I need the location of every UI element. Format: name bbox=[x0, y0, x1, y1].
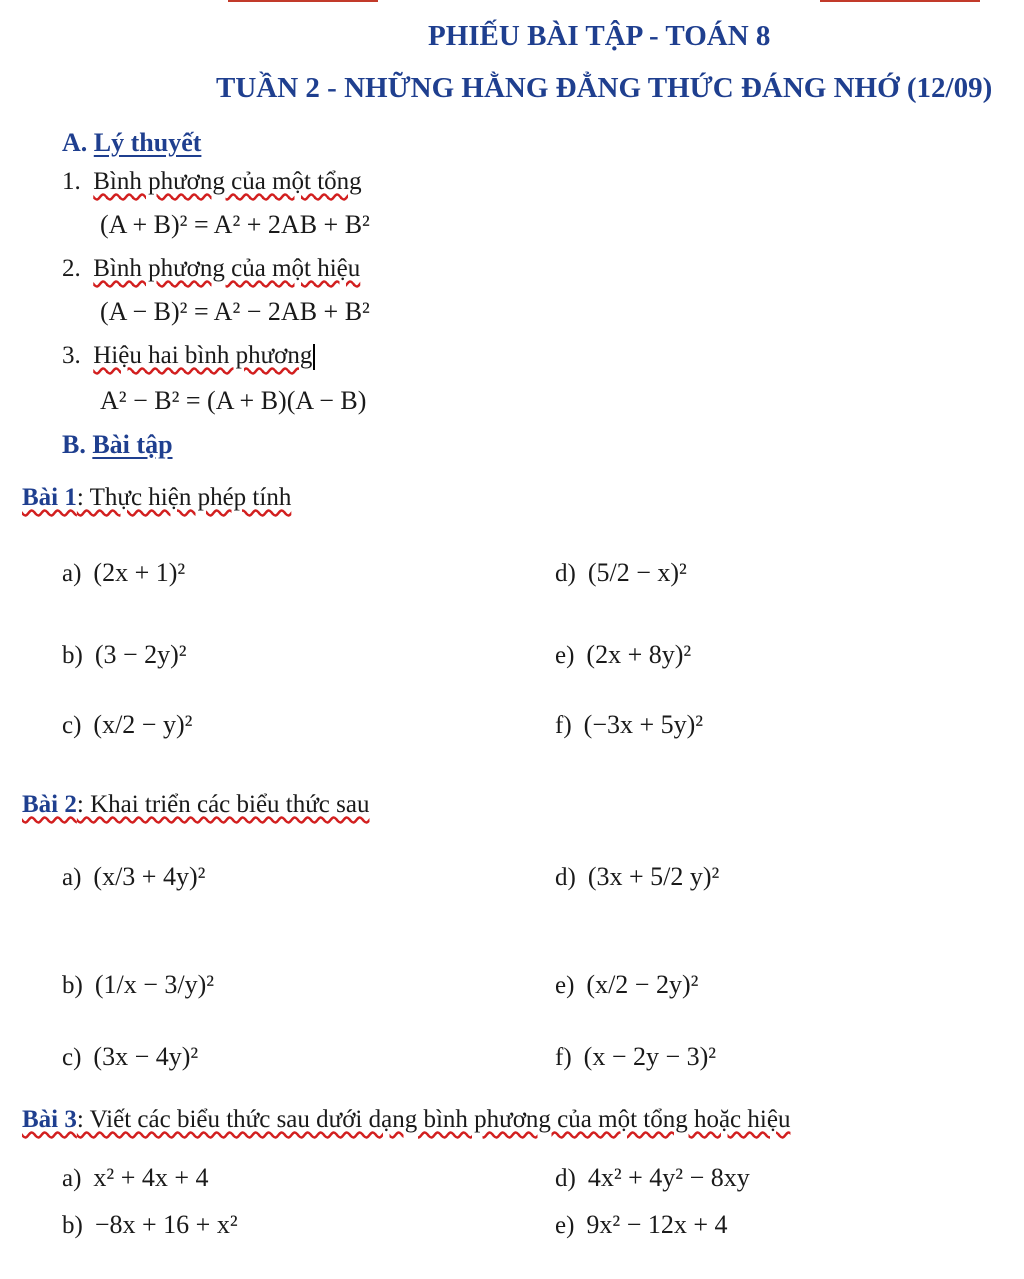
bai2-row-3 bbox=[62, 1042, 198, 1072]
bai1-row-2 bbox=[62, 640, 187, 670]
theory-item-2 bbox=[62, 255, 360, 283]
exercise-expression: 4x² + 4y² − 8xy bbox=[587, 1163, 750, 1192]
bai1-row-1 bbox=[62, 558, 185, 588]
theory-heading-text: Lý thuyết bbox=[93, 128, 202, 157]
theory-item-1-formula: (A + B)² = A² + 2AB + B² bbox=[100, 210, 370, 239]
exercise-expression: (3x − 4y)² bbox=[93, 1042, 199, 1071]
theory-item-3-name: Hiệu hai bình phương bbox=[93, 342, 313, 369]
exercise-label: b) bbox=[62, 642, 83, 669]
exercise-label: b) bbox=[62, 1212, 83, 1239]
theory-item-3-formula: A² − B² = (A + B)(A − B) bbox=[100, 386, 367, 415]
bai3-row-1 bbox=[62, 1163, 209, 1193]
bai2-row-3-right bbox=[555, 1042, 716, 1072]
bai1-label: Bài 1 bbox=[22, 484, 77, 511]
exercise-expression: (2x + 1)² bbox=[93, 558, 186, 587]
exercise-label: e) bbox=[555, 972, 575, 999]
exercise-label: a) bbox=[62, 1165, 82, 1192]
bai2-row-2 bbox=[62, 970, 214, 1000]
theory-item-1-name: Bình phương của một tổng bbox=[93, 168, 362, 195]
bai2-label: Bài 2 bbox=[22, 791, 77, 818]
theory-item-2-formula: (A − B)² = A² − 2AB + B² bbox=[100, 297, 370, 326]
exercise-expression: −8x + 16 + x² bbox=[94, 1210, 238, 1239]
exercise-label: f) bbox=[555, 1044, 572, 1071]
top-rule-left bbox=[228, 0, 378, 2]
exercise-label: e) bbox=[555, 642, 575, 669]
practice-letter: B. bbox=[62, 430, 86, 459]
bai1-row-3 bbox=[62, 710, 192, 740]
theory-item-1 bbox=[62, 168, 362, 196]
exercise-label: d) bbox=[555, 864, 576, 891]
bai3-row-1-right bbox=[555, 1163, 750, 1193]
top-rule-right bbox=[820, 0, 980, 2]
practice-heading-text: Bài tập bbox=[92, 430, 173, 459]
bai2-row-1-right bbox=[555, 862, 719, 892]
theory-item-2-num: 2. bbox=[62, 255, 81, 282]
bai1-heading bbox=[22, 484, 291, 512]
bai1-row-3-right bbox=[555, 710, 703, 740]
bai3-instruction: : Viết các biểu thức sau dưới dạng bình phương của một tổng hoặc hiệu bbox=[76, 1106, 791, 1133]
bai1-row-2-right bbox=[555, 640, 691, 670]
theory-item-3-num: 3. bbox=[62, 342, 81, 369]
theory-item-2-name: Bình phương của một hiệu bbox=[93, 255, 361, 282]
exercise-label: a) bbox=[62, 864, 82, 891]
bai1-instruction: : Thực hiện phép tính bbox=[76, 484, 292, 511]
exercise-expression: (−3x + 5y)² bbox=[583, 710, 704, 739]
exercise-label: c) bbox=[62, 1044, 82, 1071]
exercise-label: e) bbox=[555, 1212, 575, 1239]
bai3-row-2-right bbox=[555, 1210, 728, 1240]
text-cursor bbox=[313, 344, 315, 370]
exercise-label: b) bbox=[62, 972, 83, 999]
bai1-row-1-right bbox=[555, 558, 687, 588]
theory-heading bbox=[62, 128, 201, 158]
exercise-expression: (x/3 + 4y)² bbox=[93, 862, 206, 891]
page-subtitle: TUẦN 2 - NHỮNG HẰNG ĐẲNG THỨC ĐÁNG NHỚ (12/09) bbox=[216, 72, 993, 104]
bai2-row-2-right bbox=[555, 970, 698, 1000]
bai3-heading bbox=[22, 1106, 790, 1134]
bai2-heading bbox=[22, 791, 369, 819]
practice-heading bbox=[62, 430, 173, 460]
exercise-expression: (1/x − 3/y)² bbox=[94, 970, 215, 999]
exercise-label: d) bbox=[555, 560, 576, 587]
exercise-expression: 9x² − 12x + 4 bbox=[586, 1210, 728, 1239]
exercise-label: c) bbox=[62, 712, 82, 739]
exercise-expression: (2x + 8y)² bbox=[586, 640, 692, 669]
exercise-expression: (x/2 − y)² bbox=[93, 710, 193, 739]
page-title: PHIẾU BÀI TẬP - TOÁN 8 bbox=[428, 20, 771, 52]
theory-item-3 bbox=[62, 342, 315, 370]
theory-letter: A. bbox=[62, 128, 88, 157]
exercise-label: f) bbox=[555, 712, 572, 739]
theory-item-1-num: 1. bbox=[62, 168, 81, 195]
exercise-label: d) bbox=[555, 1165, 576, 1192]
bai2-row-1 bbox=[62, 862, 205, 892]
exercise-expression: x² + 4x + 4 bbox=[93, 1163, 209, 1192]
bai2-instruction: : Khai triển các biểu thức sau bbox=[76, 791, 370, 818]
bai3-row-2 bbox=[62, 1210, 238, 1240]
exercise-expression: (3 − 2y)² bbox=[94, 640, 187, 669]
bai3-label: Bài 3 bbox=[22, 1106, 77, 1133]
exercise-expression: (5/2 − x)² bbox=[587, 558, 687, 587]
exercise-expression: (x/2 − 2y)² bbox=[586, 970, 699, 999]
exercise-label: a) bbox=[62, 560, 82, 587]
exercise-expression: (3x + 5/2 y)² bbox=[587, 862, 720, 891]
exercise-expression: (x − 2y − 3)² bbox=[583, 1042, 717, 1071]
